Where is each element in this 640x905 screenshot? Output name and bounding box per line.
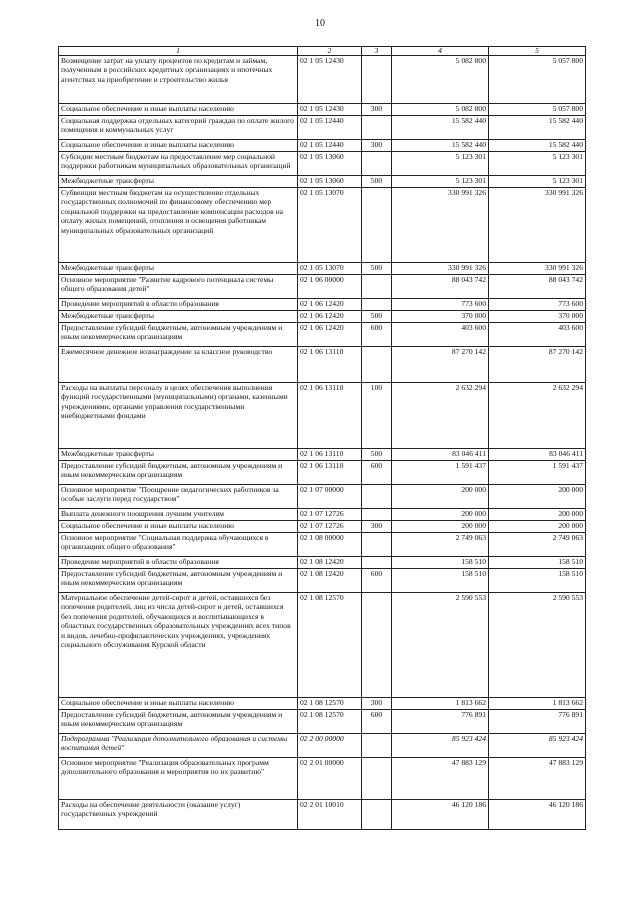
row-type-cell <box>362 509 392 521</box>
table-row <box>59 323 586 347</box>
row-value-2024-cell: 15 582 440 <box>392 116 489 140</box>
row-name-cell: Основное мероприятие "Социальная поддержка обучающихся в организациях общего образования" <box>59 533 298 557</box>
row-value-2024-cell: 47 883 129 <box>392 758 489 800</box>
row-value-2025-cell: 5 123 301 <box>489 176 586 188</box>
row-value-2024-cell: 776 891 <box>392 710 489 734</box>
row-value-2025-cell: 2 749 063 <box>489 533 586 557</box>
row-value-2025-cell: 1 591 437 <box>489 461 586 485</box>
row-value-2024-cell: 88 043 742 <box>392 275 489 299</box>
row-value-2025-cell: 47 883 129 <box>489 758 586 800</box>
row-value-2025-cell: 5 057 800 <box>489 104 586 116</box>
row-value-2025-cell: 83 046 411 <box>489 449 586 461</box>
table-row <box>59 710 586 734</box>
row-type-cell <box>362 275 392 299</box>
row-value-2024-cell: 773 600 <box>392 299 489 311</box>
row-name-cell: Основное мероприятие "Реализация образовательных программ дополнительного образования и мероприятия по их развитию" <box>59 758 298 800</box>
table-row <box>59 734 586 758</box>
row-code-cell: 02 1 06 00000 <box>298 275 362 299</box>
row-value-2024-cell: 2 749 063 <box>392 533 489 557</box>
row-type-cell: 100 <box>362 383 392 449</box>
row-code-cell: 02 2 01 10010 <box>298 800 362 830</box>
table-row <box>59 533 586 557</box>
row-value-2025-cell: 403 600 <box>489 323 586 347</box>
row-name-cell: Социальная поддержка отдельных категорий граждан по оплате жилого помещения и коммунальных услуг <box>59 116 298 140</box>
row-name-cell: Предоставление субсидий бюджетным, автономным учреждениям и иным некоммерческим организациям <box>59 461 298 485</box>
table-row <box>59 152 586 176</box>
row-type-cell: 600 <box>362 323 392 347</box>
table-row <box>59 569 586 593</box>
row-code-cell: 02 1 05 12440 <box>298 140 362 152</box>
header-cell: 4 <box>392 47 489 56</box>
table-row <box>59 104 586 116</box>
row-name-cell: Предоставление субсидий бюджетным, автономным учреждениям и иным некоммерческим организациям <box>59 323 298 347</box>
row-type-cell <box>362 56 392 104</box>
table-row <box>59 758 586 800</box>
row-name-cell: Материальное обеспечение детей-сирот и детей, оставшихся без попечения родителей, лиц из числа детей-сирот и детей, оставшихся без попечения родителей, обучающихся и воспитывающихся в областных государственных образовательных учреждениях всех типов и видов, лечебно-профилактических учреждениях, учреждениях социального обслуживания Курской области <box>59 593 298 698</box>
table-row <box>59 188 586 263</box>
row-type-cell <box>362 557 392 569</box>
row-value-2025-cell: 87 270 142 <box>489 347 586 383</box>
row-value-2025-cell: 1 813 662 <box>489 698 586 710</box>
row-type-cell: 500 <box>362 449 392 461</box>
header-cell: 5 <box>489 47 586 56</box>
row-name-cell: Субвенции местным бюджетам на осуществление отдельных государственных полномочий по финансовому обеспечению мер социальной поддержки на предоставление компенсации расходов на оплату жилых помещений, отопления и освещения работникам муниципальных образовательных организаций <box>59 188 298 263</box>
row-code-cell: 02 1 06 12420 <box>298 311 362 323</box>
row-value-2024-cell: 403 600 <box>392 323 489 347</box>
row-value-2024-cell: 15 582 440 <box>392 140 489 152</box>
row-value-2025-cell: 330 991 326 <box>489 188 586 263</box>
row-name-cell: Выплата денежного поощрения лучшим учителям <box>59 509 298 521</box>
row-value-2024-cell: 1 813 662 <box>392 698 489 710</box>
row-code-cell: 02 1 05 13060 <box>298 152 362 176</box>
row-value-2025-cell: 200 000 <box>489 485 586 509</box>
table-row <box>59 800 586 830</box>
table-row <box>59 593 586 698</box>
row-value-2024-cell: 5 082 800 <box>392 56 489 104</box>
row-value-2024-cell: 87 270 142 <box>392 347 489 383</box>
row-value-2025-cell: 330 991 326 <box>489 263 586 275</box>
row-value-2025-cell: 15 582 440 <box>489 140 586 152</box>
row-value-2024-cell: 85 923 424 <box>392 734 489 758</box>
row-value-2025-cell: 158 510 <box>489 557 586 569</box>
row-value-2025-cell: 776 891 <box>489 710 586 734</box>
row-type-cell: 300 <box>362 140 392 152</box>
budget-table <box>58 46 586 830</box>
row-value-2025-cell: 200 000 <box>489 521 586 533</box>
row-type-cell: 300 <box>362 104 392 116</box>
table-row <box>59 116 586 140</box>
header-cell: 3 <box>362 47 392 56</box>
row-value-2025-cell: 15 582 440 <box>489 116 586 140</box>
table-row <box>59 311 586 323</box>
row-type-cell: 500 <box>362 311 392 323</box>
row-value-2025-cell: 85 923 424 <box>489 734 586 758</box>
row-value-2025-cell: 773 600 <box>489 299 586 311</box>
row-type-cell: 600 <box>362 710 392 734</box>
row-value-2024-cell: 5 082 800 <box>392 104 489 116</box>
row-name-cell: Межбюджетные трансферты <box>59 449 298 461</box>
table-header-row <box>59 47 586 56</box>
row-name-cell: Социальное обеспечение и иные выплаты населению <box>59 521 298 533</box>
table-row <box>59 299 586 311</box>
row-value-2024-cell: 330 991 326 <box>392 263 489 275</box>
row-name-cell: Ежемесячное денежное вознаграждение за классное руководство <box>59 347 298 383</box>
table-row <box>59 275 586 299</box>
row-code-cell: 02 1 06 13110 <box>298 347 362 383</box>
header-cell: 1 <box>59 47 298 56</box>
row-name-cell: Проведение мероприятий в области образования <box>59 299 298 311</box>
row-value-2024-cell: 5 123 301 <box>392 176 489 188</box>
row-value-2024-cell: 46 120 186 <box>392 800 489 830</box>
table-row <box>59 140 586 152</box>
row-code-cell: 02 1 06 13110 <box>298 383 362 449</box>
row-code-cell: 02 1 06 12420 <box>298 299 362 311</box>
page-number: 10 <box>315 18 325 29</box>
row-type-cell: 600 <box>362 461 392 485</box>
row-value-2024-cell: 5 123 301 <box>392 152 489 176</box>
row-name-cell: Расходы на выплаты персоналу в целях обеспечения выполнения функций государственными (муниципальными) органами, казенными учреждениями, органами управления государственными внебюджетными фондами <box>59 383 298 449</box>
row-value-2024-cell: 200 000 <box>392 521 489 533</box>
row-type-cell <box>362 485 392 509</box>
row-name-cell: Межбюджетные трансферты <box>59 311 298 323</box>
row-value-2025-cell: 5 057 800 <box>489 56 586 104</box>
row-type-cell: 600 <box>362 569 392 593</box>
row-type-cell <box>362 347 392 383</box>
row-value-2024-cell: 200 000 <box>392 485 489 509</box>
row-code-cell: 02 1 05 12440 <box>298 116 362 140</box>
row-name-cell: Социальное обеспечение и иные выплаты населению <box>59 698 298 710</box>
row-code-cell: 02 1 05 13070 <box>298 263 362 275</box>
row-code-cell: 02 1 08 12570 <box>298 593 362 698</box>
row-type-cell: 500 <box>362 263 392 275</box>
row-value-2024-cell: 200 000 <box>392 509 489 521</box>
row-type-cell <box>362 593 392 698</box>
row-code-cell: 02 1 05 12430 <box>298 104 362 116</box>
row-type-cell <box>362 758 392 800</box>
row-code-cell: 02 1 05 13060 <box>298 176 362 188</box>
row-type-cell <box>362 188 392 263</box>
header-cell: 2 <box>298 47 362 56</box>
table-row <box>59 698 586 710</box>
row-value-2025-cell: 46 120 186 <box>489 800 586 830</box>
row-code-cell: 02 1 06 12420 <box>298 323 362 347</box>
row-name-cell: Предоставление субсидий бюджетным, автономным учреждениям и иным некоммерческим организациям <box>59 569 298 593</box>
row-name-cell: Возмещение затрат на уплату процентов по кредитам и займам, полученным в российских кредитных организациях и ипотечных агентствах на приобретение и строительство жилья <box>59 56 298 104</box>
row-type-cell <box>362 299 392 311</box>
table-row <box>59 449 586 461</box>
table-row <box>59 521 586 533</box>
row-name-cell: Межбюджетные трансферты <box>59 176 298 188</box>
row-code-cell: 02 2 00 00000 <box>298 734 362 758</box>
row-code-cell: 02 1 08 12420 <box>298 557 362 569</box>
row-code-cell: 02 1 08 12570 <box>298 710 362 734</box>
row-type-cell: 500 <box>362 176 392 188</box>
row-type-cell <box>362 152 392 176</box>
table-row <box>59 347 586 383</box>
row-name-cell: Подпрограмма "Реализация дополнительного образования и системы воспитания детей" <box>59 734 298 758</box>
row-value-2024-cell: 2 590 553 <box>392 593 489 698</box>
row-value-2024-cell: 158 510 <box>392 557 489 569</box>
row-name-cell: Социальное обеспечение и иные выплаты населению <box>59 104 298 116</box>
row-type-cell <box>362 734 392 758</box>
row-name-cell: Субсидии местным бюджетам на предоставление мер социальной поддержки работникам муниципальных образовательных организаций <box>59 152 298 176</box>
row-value-2024-cell: 158 510 <box>392 569 489 593</box>
row-value-2025-cell: 2 632 294 <box>489 383 586 449</box>
row-value-2024-cell: 2 632 294 <box>392 383 489 449</box>
row-code-cell: 02 1 08 12420 <box>298 569 362 593</box>
row-name-cell: Социальное обеспечение и иные выплаты населению <box>59 140 298 152</box>
row-type-cell <box>362 800 392 830</box>
table-row <box>59 383 586 449</box>
row-name-cell: Основное мероприятие "Поощрение педагогических работников за особые заслуги перед государством" <box>59 485 298 509</box>
row-type-cell <box>362 533 392 557</box>
row-name-cell: Расходы на обеспечение деятельности (оказание услуг) государственных учреждений <box>59 800 298 830</box>
row-value-2024-cell: 83 046 411 <box>392 449 489 461</box>
table-row <box>59 461 586 485</box>
row-value-2025-cell: 370 000 <box>489 311 586 323</box>
row-name-cell: Предоставление субсидий бюджетным, автономным учреждениям и иным некоммерческим организациям <box>59 710 298 734</box>
row-type-cell <box>362 116 392 140</box>
row-code-cell: 02 1 05 12430 <box>298 56 362 104</box>
table-row <box>59 557 586 569</box>
row-value-2025-cell: 158 510 <box>489 569 586 593</box>
table-row <box>59 509 586 521</box>
table-row <box>59 56 586 104</box>
row-code-cell: 02 1 08 00000 <box>298 533 362 557</box>
row-name-cell: Основное мероприятие "Развитие кадрового потенциала системы общего образования детей" <box>59 275 298 299</box>
row-value-2025-cell: 88 043 742 <box>489 275 586 299</box>
row-name-cell: Межбюджетные трансферты <box>59 263 298 275</box>
row-value-2025-cell: 200 000 <box>489 509 586 521</box>
row-type-cell: 300 <box>362 698 392 710</box>
table-row <box>59 485 586 509</box>
row-code-cell: 02 1 07 12726 <box>298 509 362 521</box>
row-value-2024-cell: 370 000 <box>392 311 489 323</box>
row-name-cell: Проведение мероприятий в области образования <box>59 557 298 569</box>
row-code-cell: 02 1 07 12726 <box>298 521 362 533</box>
row-code-cell: 02 1 05 13070 <box>298 188 362 263</box>
row-code-cell: 02 1 08 12570 <box>298 698 362 710</box>
row-code-cell: 02 1 06 13110 <box>298 461 362 485</box>
row-value-2024-cell: 1 591 437 <box>392 461 489 485</box>
table-row <box>59 263 586 275</box>
table-row <box>59 176 586 188</box>
row-code-cell: 02 1 06 13110 <box>298 449 362 461</box>
row-type-cell: 300 <box>362 521 392 533</box>
row-value-2024-cell: 330 991 326 <box>392 188 489 263</box>
row-value-2025-cell: 2 590 553 <box>489 593 586 698</box>
row-code-cell: 02 2 01 00000 <box>298 758 362 800</box>
row-value-2025-cell: 5 123 301 <box>489 152 586 176</box>
row-code-cell: 02 1 07 00000 <box>298 485 362 509</box>
